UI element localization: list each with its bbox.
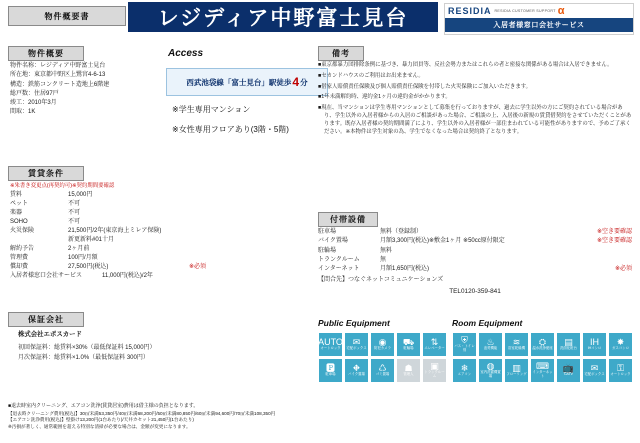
equipment-label: 宅配ボックス	[584, 372, 605, 377]
property-title: レジディア中野富士見台	[128, 2, 438, 32]
facility-key: インターネット	[318, 266, 360, 273]
remarks-list	[318, 62, 632, 140]
rent-row-value: 21,500円/2年(東京海上ミレア保険)	[68, 228, 162, 235]
remark-item: ■現在、当マンションは学生専用マンションとして募集を行っておりますが、過去に学生以外の方にご契約されている場合があり、学生以外の入居者様からの入居のご相談があった場合、ご相談の上、入居後の新規の賃貸借契約をさせていただくことがあります。既存入居者様の契約期間満了により、学生以外の入居者様が一部住まわれている可能性がありますので、予めご了承ください。※本物件は学生対象の為、学生でなくなった場合は契約終了となります。	[318, 105, 632, 135]
equipment-icon-internet	[530, 358, 555, 383]
property-line: 構造：鉄筋コンクリート造地上6階建	[10, 81, 110, 88]
rent-row-key: 償却費	[10, 264, 29, 271]
remark-item: ■借家人賠償責任保険及び個人賠償責任保険を付帯した火災保険にご加入いただきます。	[318, 83, 532, 90]
flooring-icon: ▥	[512, 363, 521, 374]
facility-value: 月額1,650円(税込)	[380, 266, 430, 273]
equipment-icon-car-parking	[318, 358, 343, 383]
facility-key: トランクルーム	[318, 256, 360, 263]
rent-row	[10, 254, 206, 263]
logo-service-label: 入居者様窓口会社サービス	[445, 18, 633, 32]
footer-line: 【エアコン洗浄費用(税込)】壁掛け13,200円(1台あたり)/天井カセット21,450円(1台あたり)	[8, 417, 194, 423]
access-title: Access	[168, 48, 204, 59]
equipment-icon-separate-bath-toilet	[452, 332, 477, 357]
rent-row-key: 賃料	[10, 192, 23, 199]
equipment-label: 宅配ボックス	[346, 346, 367, 351]
logo-top-row	[445, 4, 633, 18]
footer-line: ※汚損が著しく、通常範囲を超える特別な清掃が必要な場合は、金額が変更になります。	[8, 424, 191, 430]
access-note-female-floor: ※女性専用フロアあり(3階・5階)	[172, 125, 289, 134]
footer-line: ■退去時室内クリーニング、エアコン洗浄(賃貸居室)費用は借主様の負担となります。	[8, 403, 199, 409]
equipment-icon-manager	[396, 358, 421, 383]
rent-row-value: 不可	[68, 201, 81, 208]
elevator-icon: ⇅	[430, 337, 439, 348]
rent-row-value: 11,000円(税込)/2年	[102, 273, 153, 280]
rent-row	[10, 191, 206, 200]
section-label-guarantor: 保証会社	[8, 312, 84, 327]
facilities-contact: 【問合先】つなぐネットコミュニケーションズ	[318, 277, 444, 284]
rent-row-key: ペット	[10, 201, 29, 208]
equipment-label: 洗面化粧台	[560, 346, 577, 351]
equipment-icon-security-camera	[370, 332, 395, 357]
equipment-icon-bicycle-parking	[396, 332, 421, 357]
section-label-facilities: 付帯設備	[318, 212, 378, 227]
snowflake-icon: ❄	[460, 363, 469, 374]
remark-item: ■セカンドハウスのご利用はお出来ません。	[318, 72, 424, 79]
equipment-label: エレベーター	[424, 346, 445, 351]
autolock-icon: AUTO	[318, 337, 343, 348]
gas-stove-icon: ✸	[616, 337, 625, 348]
facility-key: 駐車場	[318, 229, 337, 235]
bicycle-icon: ⛟	[402, 337, 415, 348]
equipment-label: 駐車場	[325, 372, 336, 377]
access-walk-minutes: 4	[292, 75, 300, 89]
room-equipment-grid	[452, 332, 633, 383]
access-note-student: ※学生専用マンション	[172, 105, 251, 114]
property-line: 総戸数：住居97戸	[10, 90, 59, 97]
property-line: 間取：1K	[10, 109, 36, 116]
equipment-icon-autolock	[318, 332, 343, 357]
equipment-icon-reheating	[478, 332, 503, 357]
tv-icon: 📺	[562, 363, 575, 374]
equipment-icon-room-autolock	[608, 358, 633, 383]
rent-conditions	[10, 182, 206, 281]
footer-line: 【退去時クリーニング費用(税込)】30㎡未満53,350円/40㎡未満68,200円/50㎡未満80,850円/60㎡未満94,600円/70㎡未満108,350円	[8, 410, 276, 416]
rent-row	[10, 218, 206, 227]
equipment-label: 駐輪場	[403, 346, 414, 351]
access-walk-prefix: 徒歩	[276, 77, 292, 87]
equipment-icon-flooring	[504, 358, 529, 383]
rent-row	[10, 245, 206, 254]
rent-note: ※朱書き変更点(再契約可)※契約期間要確認	[10, 183, 115, 189]
rent-row	[10, 227, 206, 236]
facility-row	[318, 247, 632, 256]
facility-note: ※空き要確認	[596, 238, 632, 245]
washlet-icon: ⛭	[538, 337, 547, 348]
equipment-label: IHコンロ	[587, 346, 602, 351]
motorbike-icon: ⛖	[352, 363, 361, 374]
rent-row-key: 楽器	[10, 210, 23, 217]
washing-machine-icon: ◍	[486, 361, 495, 372]
bath-dryer-icon: ≋	[512, 337, 521, 348]
rent-row-value: 不可	[68, 219, 81, 226]
rent-row-key	[10, 236, 68, 245]
equipment-icon-washer-space	[478, 358, 503, 383]
guarantor-row: 初回保証料：総賃料×30%（最低保証料 15,000円）	[18, 344, 156, 351]
remark-item: ■東京都暴力団排除条例に基づき、暴力団員等、反社会勢力またはこれらの者と密接な関係がある場合は入居できません。	[318, 62, 613, 68]
equipment-label: ガスコンロ	[612, 346, 629, 351]
facility-value: 月額3,300円(税込)※敷金1ヶ月 ※50cc原付限定	[380, 238, 505, 245]
rent-row-value: 不可	[68, 210, 81, 217]
rent-row	[10, 200, 206, 209]
equipment-label: 防犯カメラ	[374, 346, 391, 351]
section-label-property: 物件概要	[8, 46, 84, 61]
equipment-icon-ih-stove	[582, 332, 607, 357]
equipment-icon-vanity	[556, 332, 581, 357]
equipment-label: バス・トイレ別	[454, 344, 475, 352]
ih-stove-icon: IH	[590, 337, 599, 348]
rent-row-key: 火災保険	[10, 228, 35, 235]
guarantor-details	[18, 330, 218, 363]
equipment-icon-garbage-area	[370, 358, 395, 383]
rent-row-value: 2ヶ月前	[68, 246, 90, 253]
access-box	[166, 68, 328, 96]
equipment-label: オートロック	[320, 346, 341, 351]
rent-row	[10, 236, 206, 245]
rent-row-note: ※必須	[188, 264, 206, 271]
equipment-icon-gas-stove	[608, 332, 633, 357]
equipment-label: トランクルーム	[424, 370, 445, 378]
public-equipment-grid	[318, 332, 447, 383]
property-line: 物件名称：レジディア中野富士見台	[10, 63, 106, 69]
facility-note: ※必須	[614, 266, 632, 273]
room-equipment-title: Room Equipment	[452, 318, 523, 328]
equipment-label: CATV	[564, 372, 573, 377]
facilities-tel: TEL0120-359-841	[449, 287, 501, 295]
equipment-label: ゴミ置場	[375, 372, 390, 377]
equipment-label: 温水洗浄便座	[532, 346, 553, 351]
rent-row-key: 管理費	[10, 255, 29, 262]
residia-logo	[444, 3, 634, 35]
equipment-label: 浴室乾燥機	[508, 346, 525, 351]
delivery-box-icon: ✉	[352, 337, 361, 348]
guarantor-company: 株式会社エポスカード	[18, 331, 82, 338]
equipment-icon-delivery-box	[344, 332, 369, 357]
remark-item: ■1年未満解約時、違約金1ヶ月の違約金がかかります。	[318, 94, 451, 101]
facility-value: 無	[380, 256, 387, 263]
footer-notes	[8, 403, 632, 431]
rent-row	[10, 272, 206, 281]
rent-row	[10, 209, 206, 218]
section-label-rent: 賃貸条件	[8, 166, 84, 181]
internet-icon: ⌨	[536, 361, 549, 372]
guarantor-row: 月次保証料：総賃料×1.0%（最低保証料 300円）	[18, 355, 149, 362]
facilities-list	[318, 228, 632, 297]
equipment-label: 室内洗濯機置場	[480, 370, 501, 378]
trunk-room-icon: ▣	[430, 361, 439, 372]
recycle-icon: ♺	[378, 363, 387, 374]
facility-value: 無料	[380, 247, 393, 254]
manager-icon: ☗	[404, 363, 413, 374]
equipment-icon-bath-dryer	[504, 332, 529, 357]
equipment-icon-room-delivery-box	[582, 358, 607, 383]
rent-row-key: 解約予告	[10, 246, 35, 253]
rent-row-value: 100円/月額	[68, 255, 98, 262]
rent-row-key: 入居者様窓口会社サービス	[10, 273, 83, 280]
equipment-icon-elevator	[422, 332, 447, 357]
equipment-icon-catv	[556, 358, 581, 383]
equipment-label: インターネット	[532, 370, 553, 378]
facility-key: バイク置場	[318, 238, 348, 245]
parking-icon: 🅿	[325, 363, 335, 374]
property-line: 竣工：2010年3月	[10, 100, 57, 107]
section-label-remarks: 備考	[318, 46, 364, 61]
rent-row-key: SOHO	[10, 219, 28, 226]
rent-row	[10, 263, 206, 272]
delivery-box-icon: ✉	[590, 363, 599, 374]
equipment-label: 管理人	[403, 372, 414, 377]
property-line: 所在地：東京都中野区上鷺宮4-6-13	[10, 72, 106, 79]
document-type-label: 物件概要書	[8, 6, 126, 26]
bath-toilet-icon: ⛨	[461, 335, 468, 346]
rent-row-value: 27,500円(税込)	[68, 264, 109, 271]
logo-alpha: α	[557, 5, 565, 17]
equipment-icon-bike-parking	[344, 358, 369, 383]
rent-row-value: 新更新料#01十月	[68, 237, 115, 244]
facility-key: 駐輪場	[318, 247, 337, 254]
facility-row	[318, 265, 632, 274]
equipment-icon-air-conditioner	[452, 358, 477, 383]
facility-row	[318, 256, 632, 265]
equipment-icon-trunk-room	[422, 358, 447, 383]
facility-value: 無料（登録制）	[380, 229, 423, 235]
facility-note: ※空き要確認	[596, 229, 632, 235]
facility-row	[318, 237, 632, 246]
security-camera-icon: ◉	[378, 337, 387, 348]
equipment-label: オートロック	[610, 372, 631, 377]
key-icon: ⚿	[617, 363, 624, 374]
equipment-label: エアコン	[457, 372, 472, 377]
vanity-icon: ▤	[564, 337, 573, 348]
equipment-label: 追焚機能	[483, 346, 498, 351]
document-header	[0, 0, 640, 44]
public-equipment-title: Public Equipment	[318, 318, 390, 328]
logo-brand: RESIDIA	[448, 6, 492, 16]
access-station-label: 西武池袋線「富士見台」駅	[186, 77, 277, 87]
equipment-label: バイク置場	[348, 372, 365, 377]
equipment-label: フローリング	[506, 372, 527, 377]
hot-spring-icon: ♨	[486, 337, 495, 348]
facility-row	[318, 228, 632, 237]
rent-row-value: 15,000円	[68, 192, 93, 199]
logo-subtitle: RESIDIA CUSTOMER SUPPORT	[494, 9, 556, 13]
equipment-icon-washlet	[530, 332, 555, 357]
access-walk-suffix: 分	[300, 77, 308, 87]
